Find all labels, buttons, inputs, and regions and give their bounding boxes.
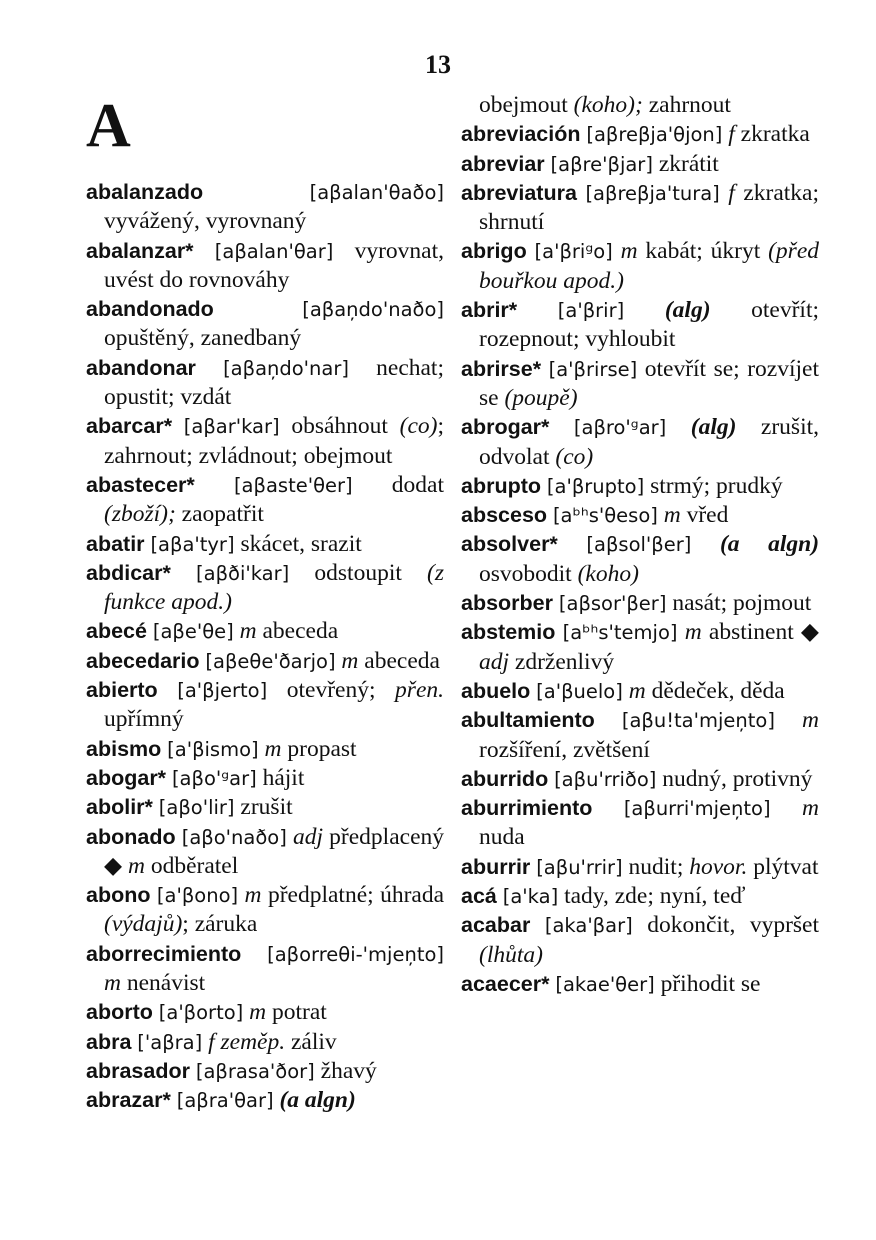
entry-translation: skácet, srazit [234,530,362,557]
entry-translation: zahrnout [642,92,731,118]
dictionary-entry [461,501,819,530]
dictionary-entry [461,765,819,794]
entry-label: (výdajů) [104,911,183,938]
entry-pronunciation: [aβði'kar] [196,561,290,585]
entry-label: adj [292,823,324,850]
entry-headword: abalanzar* [86,238,194,263]
entry-pronunciation: [aβorreθi-'mjeņto] [267,942,444,966]
entry-headword: acá [461,884,497,909]
entry-headword: abrir* [461,298,518,323]
entry-pronunciation: [a'βrirse] [548,357,638,381]
entry-headword: aburrimiento [461,796,593,821]
entry-translation [555,619,562,645]
entry-pronunciation: [aβreβja'θjon] [586,123,723,147]
entry-translation: nenávist [120,970,206,997]
entry-headword: abstemio [461,620,556,645]
entry-headword: abrigo [461,239,527,264]
entry-label: m [684,619,702,646]
dictionary-entry [461,970,819,999]
dictionary-entry [86,940,444,999]
entry-translation: vyvážený, vyrovnaný [104,208,307,235]
dictionary-entry [86,676,444,735]
entry-translation: otevřít; rozepnout; vyhloubit [479,297,820,353]
entry-pronunciation: [aβaņdo'nar] [223,356,349,380]
dictionary-entry [86,471,444,530]
entry-translation: nechat; opustit; vzdát [104,354,444,411]
entry-translation: kabát; úkryt [637,238,769,265]
entry-grammar: (a algn) [719,531,820,558]
entry-label: m [802,707,819,734]
entry-translation [558,531,587,557]
entry-pronunciation: [aβrasa'ðor] [195,1059,315,1083]
entry-pronunciation: [aβalan'θaðo] [309,181,444,204]
entry-headword: abandonado [86,297,214,322]
entry-pronunciation: [aβsol'βer] [586,533,692,557]
dictionary-entry [461,706,819,765]
entry-translation: obejmout [479,92,574,118]
entry-pronunciation: [aβsor'βer] [558,592,667,616]
entry-translation: zdrženlivý [509,648,615,675]
entry-grammar: (alg) [664,297,711,324]
entry-pronunciation: [aka'βar] [544,914,633,938]
dictionary-entry [461,882,819,911]
entry-label: (zboží); [104,501,176,528]
entry-headword: abrupto [461,473,542,498]
entry-headword: abogar* [86,765,167,790]
entry-label: m [244,882,262,909]
entry-pronunciation: [aᵇʰs'temjo] [562,621,678,645]
entry-pronunciation: [a'βrupto] [546,474,645,498]
entry-label: f [728,179,735,206]
dictionary-entry [86,823,444,882]
entry-label: (koho); [573,92,643,118]
entry-translation [678,619,685,645]
entry-label: (co) [555,443,594,470]
entry-translation: strmý; prudký [644,472,783,499]
entry-translation [194,238,215,264]
entry-pronunciation: [aᵇʰs'θeso] [552,504,658,528]
entry-label: m [802,795,819,822]
dictionary-entry [461,853,819,882]
entry-headword: aburrir [461,854,531,879]
dictionary-entry [461,911,819,970]
entry-translation: nasát; pojmout [666,590,812,617]
entry-headword: aborrecimiento [86,941,242,966]
entry-translation: záliv [285,1028,337,1055]
entry-headword: abrazar* [86,1088,171,1113]
entry-translation [203,179,310,205]
entry-translation: otevřít se; rozvíjet se [479,355,819,411]
entry-translation [592,795,623,821]
entry-translation: propast [281,735,357,762]
entry-label: (koho) [577,560,639,587]
entry-headword: abuelo [461,678,531,703]
entry-translation [624,297,665,323]
entry-headword: abolir* [86,795,153,820]
entry-translation: opuštěný, zanedbaný [104,325,302,352]
entry-translation: dodat [352,471,444,498]
dictionary-entry [86,998,444,1027]
entry-translation: zkratka [734,121,810,148]
entry-headword: abalanzado [86,180,204,204]
entry-pronunciation: [a'βorto] [158,1001,244,1025]
entry-translation [541,356,549,382]
entry-pronunciation: [aβro'ᵍar] [573,416,667,440]
entry-label: m [239,618,257,645]
dictionary-entry [86,237,444,296]
entry-translation: zkrátit [652,150,719,177]
entry-translation [214,296,302,322]
entry-pronunciation: [a'βuelo] [536,679,623,703]
entry-translation: nuda [479,824,525,851]
entry-translation: ; zahrnout; zvládnout; obejmout [104,413,445,469]
dictionary-entry-continuation [461,91,819,120]
entry-translation: tady, zde; nyní, teď [558,883,746,910]
entry-translation [517,297,558,323]
entry-translation [530,912,545,938]
entry-translation: abeceda [358,647,440,674]
entry-headword: abultamiento [461,708,595,733]
entry-headword: absorber [461,591,554,616]
entry-label: m [264,735,282,762]
entry-headword: acaecer* [461,971,550,996]
entry-translation [549,414,573,440]
entry-pronunciation: [aβar'kar] [183,415,280,439]
entry-headword: abono [86,883,151,908]
entry-pronunciation: [aβu'rriðo] [554,767,657,791]
entry-translation: nudit; [622,853,690,880]
entry-translation: abstinent ◆ [701,619,820,646]
entry-headword: abreviar [461,151,545,176]
entry-pronunciation: [a'ka] [502,885,559,909]
entry-translation: předplacený ◆ [104,823,444,879]
entry-headword: absolver* [461,532,558,557]
dictionary-entry [86,354,444,413]
dictionary-entry [461,355,819,414]
entry-translation [595,707,622,733]
dictionary-entry [461,296,819,355]
entry-translation: osvobodit [479,560,578,587]
entry-translation: zrušit, odvolat [479,414,820,470]
dictionary-entry [461,472,819,501]
entry-translation [691,531,720,557]
entry-translation: hájit [256,764,305,791]
entry-headword: abecé [86,619,147,644]
entry-translation: dědeček, děda [645,677,785,704]
entry-label: m [341,647,359,674]
entry-translation [775,707,802,733]
dictionary-entry [86,1086,444,1115]
dictionary-entry [461,150,819,179]
entry-translation [666,414,690,440]
entry-headword: abreviatura [461,180,577,205]
entry-headword: abrirse* [461,356,542,381]
entry-translation: vyrovnat, uvést do rovnováhy [104,237,444,293]
entry-translation [613,238,621,264]
entry-translation [771,795,802,821]
entry-translation: rozšíření, zvětšení [479,736,650,763]
dictionary-entry [86,735,444,764]
dictionary-entry [461,237,819,296]
entry-headword: abastecer* [86,472,195,497]
entry-translation: abeceda [256,618,339,645]
entry-translation: dokončit, vypršet [632,912,820,939]
dictionary-entry [86,178,444,237]
dictionary-entry [86,295,444,354]
entry-pronunciation: [akae'θer] [555,972,655,996]
dictionary-entry [86,647,444,676]
entry-label: m [628,677,646,704]
dictionary-entry [461,530,819,589]
dictionary-entry [86,1028,444,1057]
entry-pronunciation: [a'βjerto] [177,679,268,703]
entry-label: přen. [395,677,444,704]
entry-headword: abrasador [86,1058,190,1083]
entry-label: m [104,970,121,997]
entry-pronunciation: [aβe'θe] [152,620,234,644]
entry-pronunciation: [a'βrir] [557,299,625,323]
dictionary-entry [461,413,819,472]
entry-label: (před bouřkou apod.) [479,238,819,294]
entry-translation: zaopatřit [175,501,264,528]
entry-label: (lhůta) [479,941,543,968]
entry-pronunciation: [aβaņdo'naðo] [302,298,444,322]
entry-translation: odstoupit [289,559,428,586]
entry-grammar: (a algn) [279,1087,356,1114]
entry-label: f zeměp. [208,1028,286,1055]
entry-translation [158,677,178,703]
entry-pronunciation: [aβu'rrir] [536,855,623,879]
dictionary-entry [461,794,819,853]
entry-headword: abismo [86,736,162,761]
entry-headword: abra [86,1029,132,1054]
entry-grammar: (alg) [690,414,737,441]
dictionary-entry [86,1057,444,1086]
entry-pronunciation: [aβa'tyr] [150,532,235,556]
dictionary-entry [86,764,444,793]
entry-pronunciation: [aβra'θar] [176,1089,274,1113]
entry-pronunciation: [aβreβja'tura] [585,181,720,205]
entry-label: m [249,999,267,1026]
entry-translation [241,941,267,967]
entry-label: (z funkce apod.) [104,559,445,616]
entry-headword: absceso [461,503,548,528]
dictionary-column-right [461,91,819,999]
entry-label: m [663,502,681,529]
entry-headword: aburrido [461,766,549,791]
page-number: 13 [425,50,451,79]
entry-translation: přihodit se [654,970,761,997]
entry-translation: odběratel [144,852,239,879]
entry-headword: acabar [461,913,531,938]
entry-translation: nudný, protivný [656,765,813,792]
entry-label: adj [479,648,510,675]
entry-translation: vřed [680,502,729,529]
entry-label: m [127,852,145,879]
dictionary-entry [461,618,819,677]
entry-pronunciation: [aβo'ᵍar] [171,766,257,790]
entry-translation: žhavý [314,1057,377,1084]
entry-pronunciation: [aβurri'mjeņto] [623,797,771,821]
dictionary-entry [86,881,444,940]
section-letter: A [86,92,131,160]
entry-label: m [620,238,638,265]
entry-translation [527,238,535,264]
entry-label: hovor. [689,853,748,880]
entry-translation [172,413,184,439]
entry-translation [195,472,234,498]
entry-headword: abrogar* [461,415,550,440]
entry-headword: abreviación [461,122,581,147]
dictionary-column-left [86,178,444,1116]
entry-pronunciation: ['aβra] [137,1030,203,1054]
entry-translation [196,355,223,381]
entry-translation: obsáhnout [279,413,400,440]
dictionary-entry [461,677,819,706]
entry-translation: předplatné; úhrada [261,882,445,909]
dictionary-entry [86,617,444,646]
entry-pronunciation: [aβo'lir] [158,796,235,820]
entry-translation [171,560,196,586]
entry-pronunciation: [a'βriᵍo] [534,240,613,264]
entry-pronunciation: [aβaste'θer] [233,473,353,497]
entry-pronunciation: [a'βono] [156,884,239,908]
entry-headword: abecedario [86,648,200,673]
dictionary-entry [86,530,444,559]
entry-translation: zkratka; shrnutí [479,179,820,236]
entry-pronunciation: [aβo'naðo] [181,825,287,849]
entry-translation: upřímný [104,706,184,733]
entry-translation: otevřený; [267,677,396,704]
entry-pronunciation: [aβalan'θar] [214,239,334,263]
entry-headword: abatir [86,531,145,556]
entry-label: (poupě) [504,384,578,411]
dictionary-entry [461,179,819,238]
entry-translation: potrat [266,999,327,1026]
entry-pronunciation: [aβu!ta'mjeņto] [621,709,775,733]
entry-headword: abierto [86,678,158,703]
entry-headword: abarcar* [86,414,173,439]
entry-translation: zrušit [234,794,293,821]
dictionary-entry [461,589,819,618]
dictionary-entry [461,120,819,149]
entry-label: (co) [399,413,438,440]
dictionary-entry [86,559,444,618]
entry-headword: abdicar* [86,560,171,585]
entry-pronunciation: [a'βismo] [167,737,259,761]
entry-headword: abonado [86,824,176,849]
entry-pronunciation: [aβre'βjar] [550,152,653,176]
dictionary-entry [86,412,444,471]
entry-label: f [728,121,735,148]
entry-pronunciation: [aβeθe'ðarjo] [205,649,336,673]
dictionary-entry [86,793,444,822]
entry-translation: ; záruka [182,911,258,938]
entry-headword: abandonar [86,355,196,380]
entry-headword: aborto [86,1000,153,1025]
entry-translation: plýtvat [747,853,819,880]
